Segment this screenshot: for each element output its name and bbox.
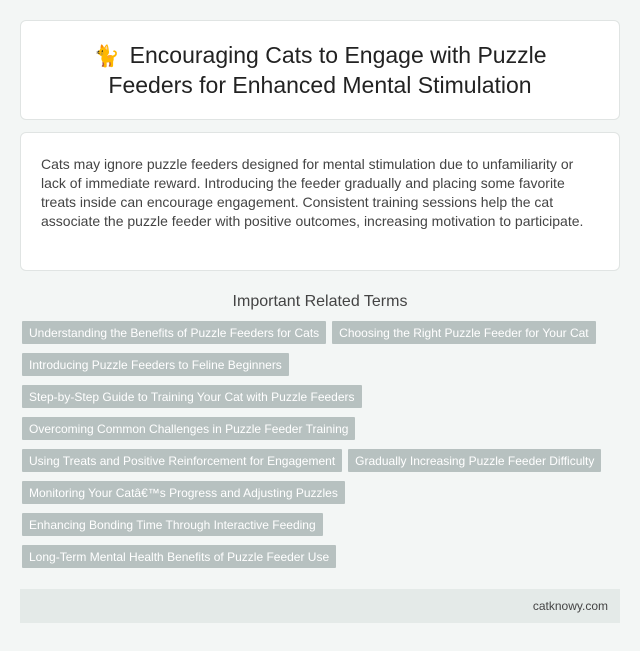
footer xyxy=(20,589,620,623)
description-text: Cats may ignore puzzle feeders designed for mental stimulation due to unfamiliarity or lack of immediate reward. Introducing the feeder gradually and placing some favorite treats inside can encourage engagement. Consistent training sessions help the cat associate the puzzle feeder with positive outcomes, increasing motivation to participate. xyxy=(41,156,584,229)
related-term-tag[interactable]: Long-Term Mental Health Benefits of Puzzle Feeder Use xyxy=(22,545,336,568)
description-card xyxy=(20,132,620,271)
page-title xyxy=(51,41,589,100)
related-term-tag[interactable]: Introducing Puzzle Feeders to Feline Beginners xyxy=(22,353,289,376)
related-terms-heading: Important Related Terms xyxy=(232,293,408,310)
related-term-tag[interactable]: Using Treats and Positive Reinforcement for Engagement xyxy=(22,449,342,472)
related-term-tag[interactable]: Overcoming Common Challenges in Puzzle Feeder Training xyxy=(22,417,355,440)
related-term-tag[interactable]: Step-by-Step Guide to Training Your Cat with Puzzle Feeders xyxy=(22,385,362,408)
related-term-tag[interactable]: Enhancing Bonding Time Through Interactive Feeding xyxy=(22,513,323,536)
cat-icon: 🐈 xyxy=(93,43,120,68)
related-term-tag[interactable]: Understanding the Benefits of Puzzle Feeders for Cats xyxy=(22,321,326,344)
related-term-tag[interactable]: Choosing the Right Puzzle Feeder for Your Cat xyxy=(332,321,595,344)
page-title-text: Encouraging Cats to Engage with Puzzle Feeders for Enhanced Mental Stimulation xyxy=(108,41,547,98)
header-card xyxy=(20,20,620,120)
footer-site-name: catknowy.com xyxy=(532,599,608,613)
related-term-tag[interactable]: Gradually Increasing Puzzle Feeder Difficulty xyxy=(348,449,601,472)
related-terms-list xyxy=(20,321,620,577)
related-term-tag[interactable]: Monitoring Your Catâ€™s Progress and Adjusting Puzzles xyxy=(22,481,345,504)
